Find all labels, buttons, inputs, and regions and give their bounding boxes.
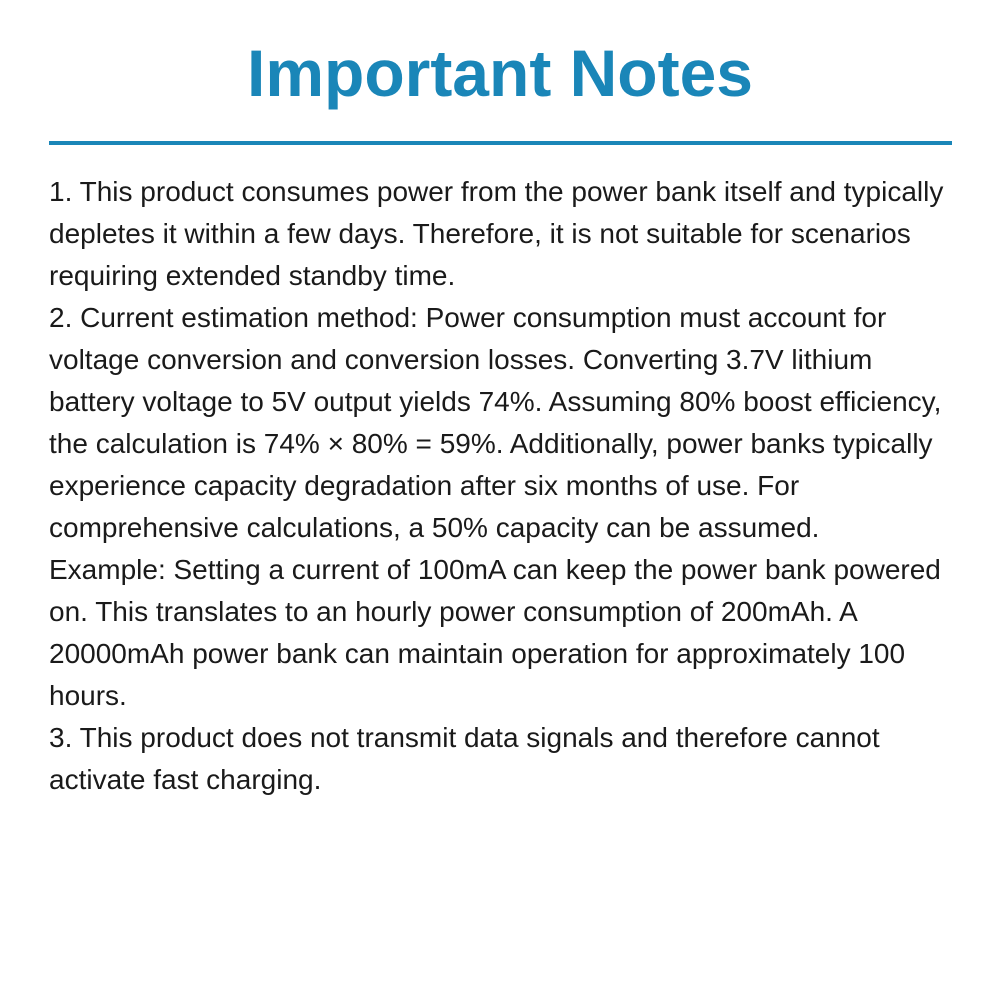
note-current-estimation: 2. Current estimation method: Power consumption must account for voltage conversion and conversion losses. Converting 3.7V lithium battery voltage to 5V output yields 74%. Assuming 80% boost efficiency, the calculation is 74% × 80% = 59%. Additionally, power banks typically experience capacity degradation after six months of use. For comprehensive calculations, a 50% capacity can be assumed. bbox=[49, 302, 942, 543]
note-usage-limitation: 1. This product consumes power from the power bank itself and typically depletes it within a few days. Therefore, it is not suitable for scenarios requiring extended standby time. bbox=[49, 176, 944, 291]
page-title: Important Notes bbox=[246, 36, 754, 110]
note-example: Example: Setting a current of 100mA can keep the power bank powered on. This translates to an hourly power consumption of 200mAh. A 20000mAh power bank can maintain operation for approximately 100 hours. bbox=[49, 554, 941, 711]
title-divider bbox=[49, 141, 952, 145]
notes-body bbox=[49, 171, 961, 801]
note-fast-charging: 3. This product does not transmit data signals and therefore cannot activate fast charging. bbox=[49, 722, 880, 795]
